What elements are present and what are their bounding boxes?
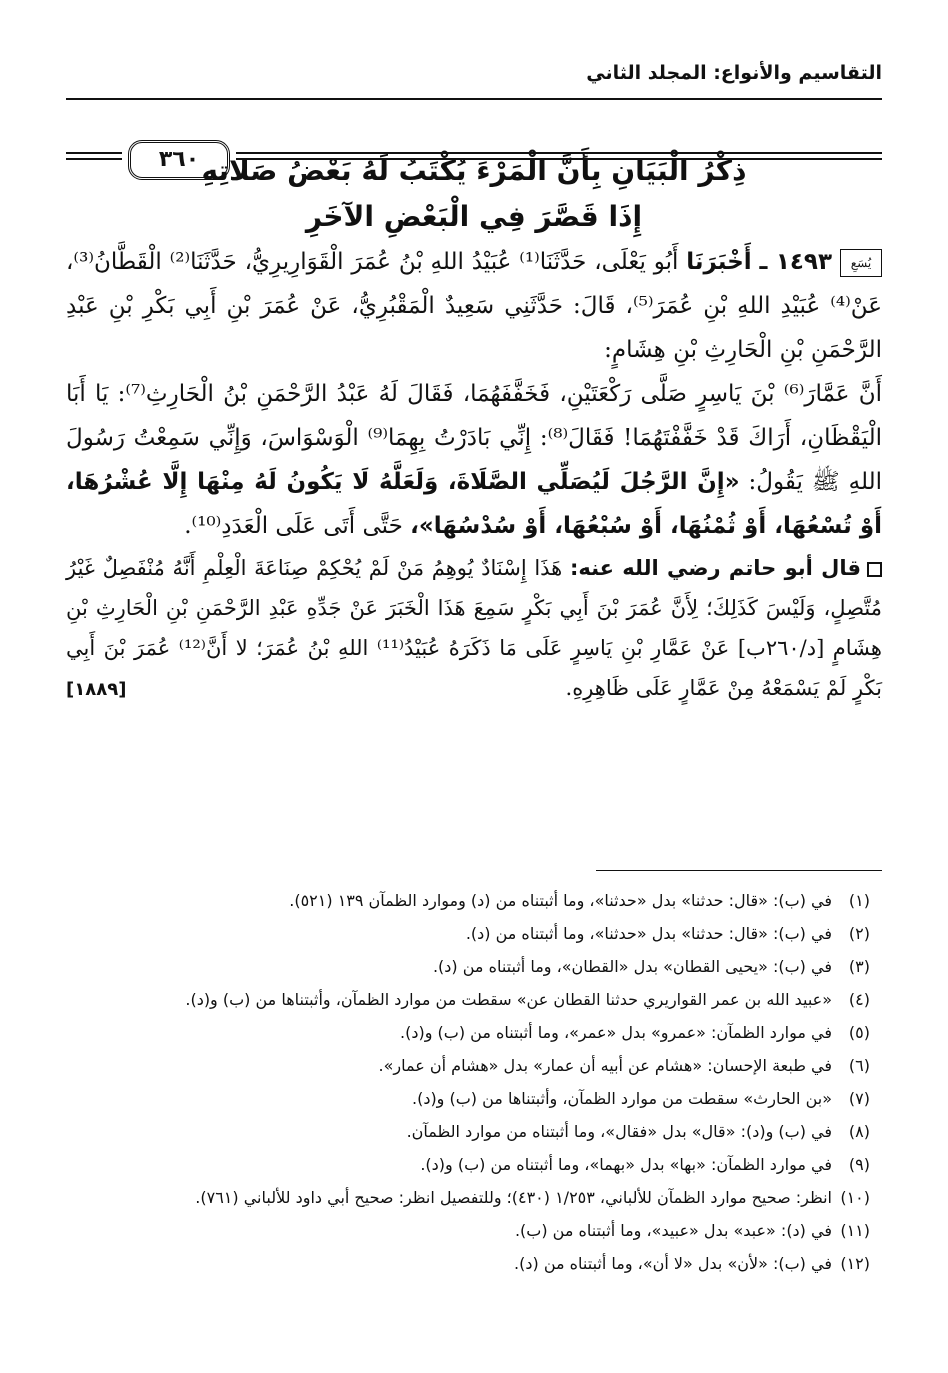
footnote [66,983,870,1016]
footnote-number: (١٠) [840,1188,870,1207]
footnote-number: (٧) [848,1089,870,1108]
square-bullet-icon [867,562,882,577]
commentary-text: هَذَا إِسْنَادٌ يُوهِمُ مَنْ لَمْ يُحْكِمْ صِنَاعَةَ الْعِلْمِ أَنَّهُ مُنْفَصِلٌ غَيْرُ مُتَّصِلٍ، وَلَيْسَ كَذَلِكَ؛ لِأَنَّ عُمَرَ بْنَ أَبِي بَكْرٍ سَمِعَ هَذَا الْخَبَرَ عَنْ جَدِّهِ عَبْدِ الرَّحْمَنِ بْنِ الْحَارِثِ بْنِ هِشَامٍ [د/٢٦٠ب] عَنْ عَمَّارِ بْنِ يَاسِرٍ عَلَى مَا ذَكَرَهُ عُبَيْدُ⁽¹¹⁾ اللهِ بْنُ عُمَرَ؛ لا أَنَّ⁽¹²⁾ عُمَرَ بْنَ أَبِي بَكْرٍ لَمْ يَسْمَعْهُ مِنْ عَمَّارٍ عَلَى ظَاهِرِهِ. [66,556,882,700]
main-text [66,240,882,712]
footnote-number: (٥) [848,1023,870,1042]
footnote-number: (١١) [840,1221,870,1240]
footnote-text: في (ب): «يحيى القطان» بدل «القطان»، وما أثبتناه من (د). [432,957,832,976]
footnote-number: (٣) [848,957,870,976]
footnote-number: (١٢) [840,1254,870,1273]
footnote-text: في (ب): «قال: حدثنا» بدل «حدثنا»، وما أثبتناه من (د). [465,924,832,943]
footnote-text: في (ب): «لأن» بدل «لا أن»، وما أثبتناه من (د). [514,1254,832,1273]
footnote-text: في (ب): «قال: حدثنا» بدل «حدثنا»، وما أثبتناه من (د) وموارد الظمآن ١٣٩ (٥٢١). [289,891,832,910]
footnote [66,1181,870,1214]
footnote [66,1049,870,1082]
hadith-prophetic-saying: «إِنَّ الرَّجُلَ لَيُصَلِّي الصَّلَاةَ، وَلَعَلَّهُ لَا يَكُونُ لَهُ مِنْهَا إِلَّا عُشْرُهَا، أَوْ تُسْعُهَا، أَوْ ثُمْنُهَا، أَوْ سُبْعُهَا، أَوْ سُدْسُهَا»، [66,469,882,539]
footnote [66,884,870,917]
footnote-number: (٢) [848,924,870,943]
hadith-matn-end: حَتَّى أَتَى عَلَى الْعَدَدِ⁽¹⁰⁾. [184,513,403,539]
chapter-heading-line-2: إِذَا قَصَّرَ فِي الْبَعْضِ الآخَرِ [305,200,643,233]
footnote-number: (٦) [848,1056,870,1075]
hadith-isnad-text: أَبُو يَعْلَى، حَدَّثَنَا⁽¹⁾ عُبَيْدُ اللهِ بْنُ عُمَرَ الْقَوَارِيرِيُّ، حَدَّثَنَا⁽²⁾ الْقَطَّانُ⁽³⁾، عَنْ⁽⁴⁾ عُبَيْدِ اللهِ بْنِ عُمَرَ⁽⁵⁾، قَالَ: حَدَّثَنِي سَعِيدٌ الْمَقْبُرِيُّ، عَنْ عُمَرَ بْنِ أَبِي بَكْرِ بْنِ عَبْدِ الرَّحْمَنِ بْنِ الْحَارِثِ بْنِ هِشَامٍ: [66,249,882,363]
hadith-marker-icon: يُسَعِ [840,249,882,277]
footnote [66,1016,870,1049]
hadith-matn [66,372,882,548]
cross-reference-number: [١٨٨٩] [66,679,127,700]
footnote [66,1214,870,1247]
footnote-text: في موارد الظمآن: «بها» بدل «بهما»، وما أثبتناه من (ب) و(د). [420,1155,832,1174]
footnote-text: «بن الحارث» سقطت من موارد الظمآن، وأثبتناها من (ب) و(د). [411,1089,832,1108]
footnote [66,1148,870,1181]
hadith-opening: أَخْبَرَنَا [686,249,752,275]
footnote-number: (٩) [848,1155,870,1174]
footnote-text: انظر: صحيح موارد الظمآن للألباني، ١/٢٥٣ (٤٣٠)؛ وللتفصيل انظر: صحيح أبي داود للألباني (٧٦١). [195,1188,832,1207]
commentary-opening: قال أبو حاتم رضي الله عنه: [569,556,861,580]
page-number: ٣٦٠ [128,140,230,180]
footnote [66,1115,870,1148]
footnote-text: في طبعة الإحسان: «هشام عن أبيه أن عمار» بدل «هشام أن عمار». [378,1056,832,1075]
footnote-separator [596,870,882,871]
footnote-text: في (ب) و(د): «قال» بدل «فقال»، وما أثبتناه من موارد الظمآن. [406,1122,832,1141]
header-rule [66,98,882,100]
footnotes [66,884,870,1280]
footnote-number: (١) [848,891,870,910]
hadith-isnad [66,240,882,372]
footnote-text: في موارد الظمآن: «عمرو» بدل «عمر»، وما أثبتناه من (ب) و(د). [400,1023,832,1042]
chapter-heading [80,148,868,240]
footnote [66,950,870,983]
running-title: التقاسيم والأنواع: المجلد الثاني [586,62,882,84]
chapter-heading-line-1: ذِكْرُ الْبَيَانِ بِأَنَّ الْمَرْءَ يُكْتَبُ لَهُ بَعْضُ صَلاتِهِ [201,154,747,187]
footnote-text: «عبيد الله بن عمر القواريري حدثنا القطان عن» سقطت من موارد الظمآن، وأثبتناها من (ب) و(د). [185,990,832,1009]
footnote [66,1082,870,1115]
footnote [66,1247,870,1280]
hadith-matn-plain: أَنَّ عَمَّارَ⁽⁶⁾ بْنَ يَاسِرٍ صَلَّى رَكْعَتَيْنِ، فَخَفَّفَهُمَا، فَقَالَ لَهُ عَبْدُ الرَّحْمَنِ بْنُ الْحَارِثِ⁽⁷⁾: يَا أَبَا الْيَقْظَانِ، أَرَاكَ قَدْ خَفَّفْتَهُمَا! فَقَالَ⁽⁸⁾: إِنِّي بَادَرْتُ بِهِمَا⁽⁹⁾ الْوَسْوَاسَ، وَإِنِّي سَمِعْتُ رَسُولَ اللهِ ﷺ يَقُولُ: [66,381,883,495]
hadith-number: ١٤٩٣ ـ [759,249,833,275]
footnote-number: (٨) [848,1122,870,1141]
footnote-number: (٤) [848,990,870,1009]
footnote-text: في (د): «عبد» بدل «عبيد»، وما أثبتناه من (ب). [514,1221,832,1240]
footnote [66,917,870,950]
